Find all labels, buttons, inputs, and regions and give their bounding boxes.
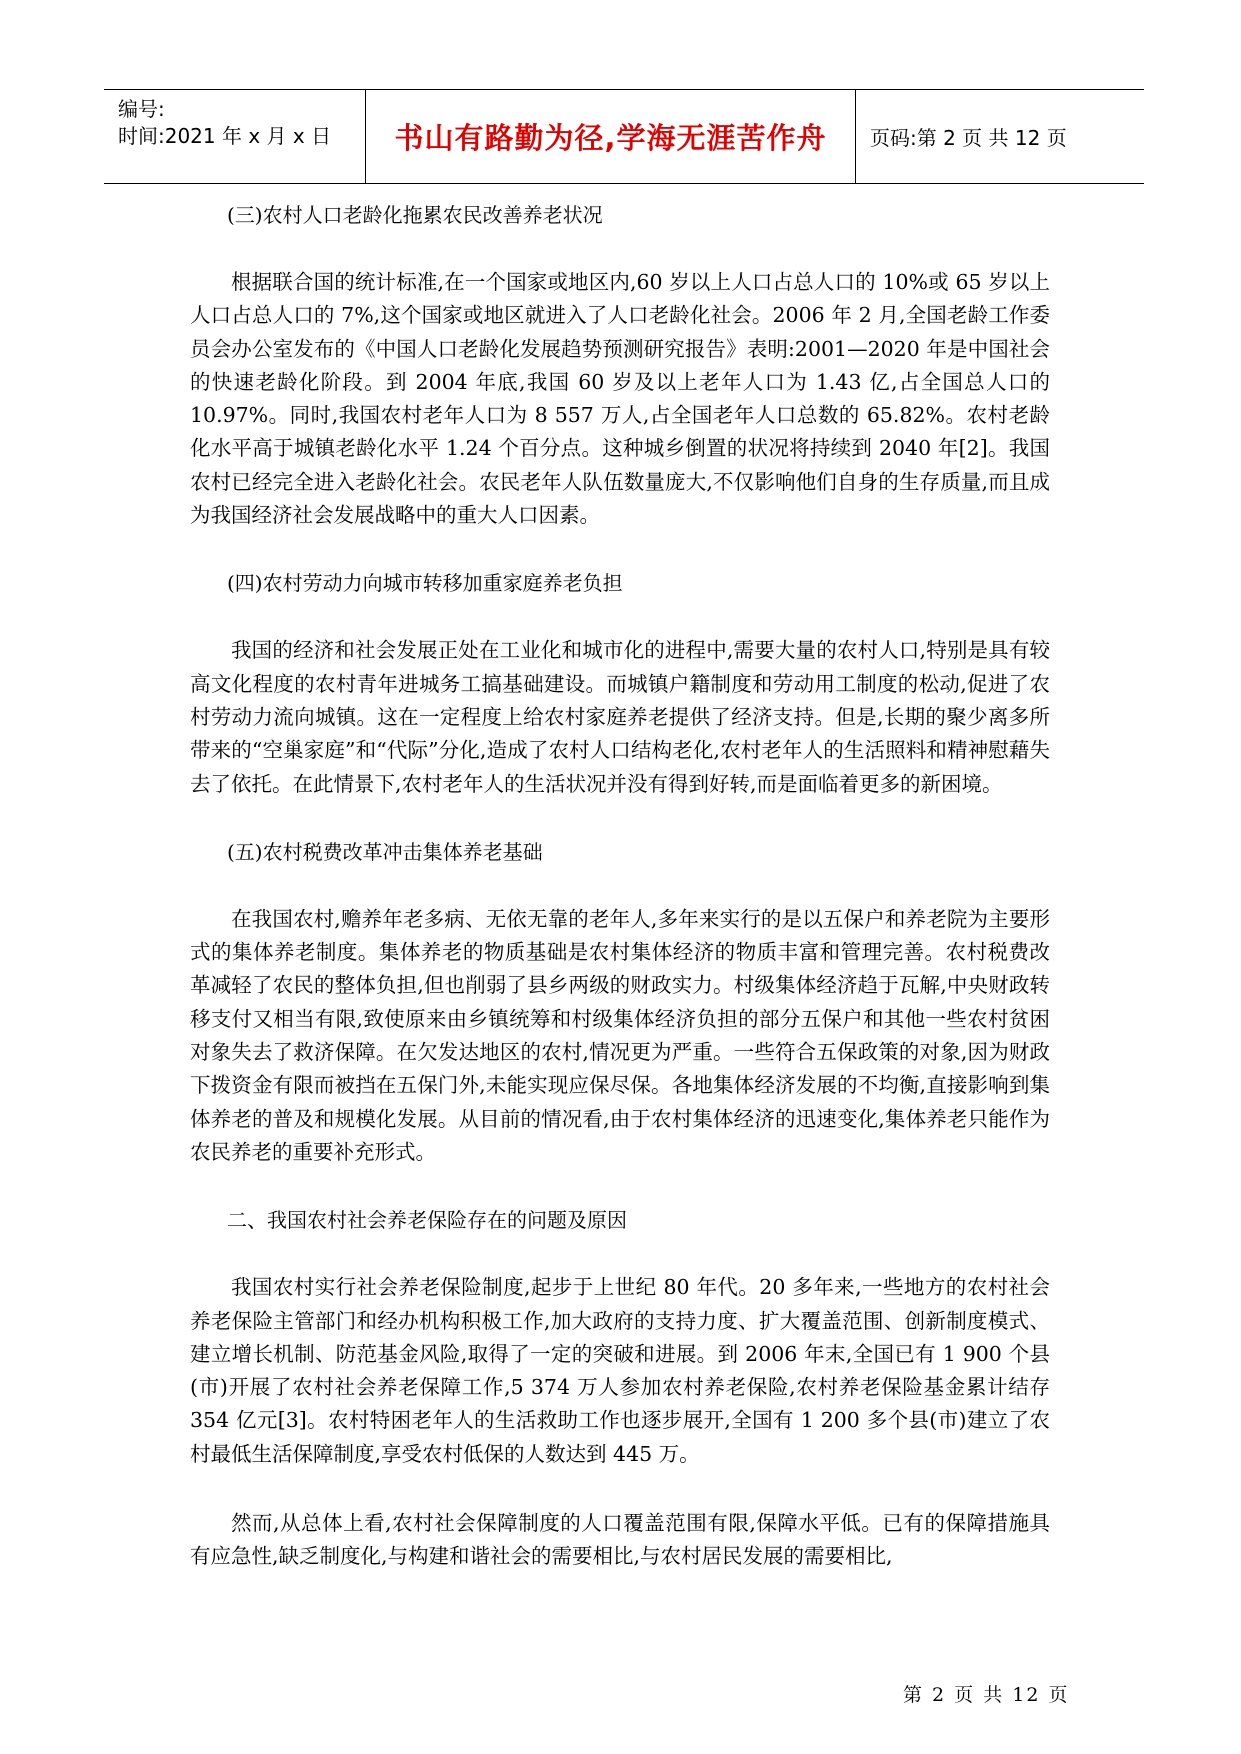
page-code: 页码:第 2 页 共 12 页 bbox=[870, 126, 1067, 150]
header-right-cell bbox=[856, 90, 1144, 183]
section-heading-4: (四)农村劳动力向城市转移加重家庭养老负担 bbox=[227, 571, 623, 596]
section-heading-5: (五)农村税费改革冲击集体养老基础 bbox=[227, 839, 543, 864]
page-footer: 第 2 页 共 12 页 bbox=[903, 1684, 1070, 1706]
paragraph-tax-reform: 在我国农村,赡养年老多病、无依无靠的老年人,多年来实行的是以五保户和养老院为主要形式的集体养老制度。集体养老的物质基础是农村集体经济的物质丰富和管理完善。农村税费改革减轻了农民的整体负担,但也削弱了县乡两级的财政实力。村级集体经济趋于瓦解,中央财政转移支付又相当有限,致使原来由乡镇统筹和村级集体经济负担的部分五保户和其他一些农村贫困对象失去了救济保障。在欠发达地区的农村,情况更为严重。一些符合五保政策的对象,因为财政下拨资金有限而被挡在五保门外,未能实现应保尽保。各地集体经济发展的不均衡,直接影响到集体养老的普及和规模化发展。从目前的情况看,由于农村集体经济的迅速变化,集体养老只能作为农民养老的重要补充形式。 bbox=[190, 906, 1050, 1164]
paragraph-labor-migration: 我国的经济和社会发展正处在工业化和城市化的进程中,需要大量的农村人口,特别是具有较高文化程度的农村青年进城务工搞基础建设。而城镇户籍制度和劳动用工制度的松动,促进了农村劳动力流向城镇。这在一定程度上给农村家庭养老提供了经济支持。但是,长期的聚少离多所带来的“空巢家庭”和“代际”分化,造成了农村人口结构老化,农村老年人的生活照料和精神慰藉失去了依托。在此情景下,农村老年人的生活状况并没有得到好转,而是面临着更多的新困境。 bbox=[190, 638, 1050, 796]
header-left-cell bbox=[104, 90, 366, 183]
section-heading-part-two: 二、我国农村社会养老保险存在的问题及原因 bbox=[227, 1208, 627, 1233]
header-center-cell bbox=[366, 90, 856, 183]
paragraph-aging: 根据联合国的统计标准,在一个国家或地区内,60 岁以上人口占总人口的 10%或 65 岁以上人口占总人口的 7%,这个国家或地区就进入了人口老龄化社会。2006 年 2 月,全国老龄工作委员会办公室发布的《中国人口老龄化发展趋势预测研究报告》表明:2001—2020 年是中国社会的快速老龄化阶段。到 2004 年底,我国 60 岁及以上老年人口为 1.43 亿,占全国总人口的 10.97%。同时,我国农村老年人口为 8 557 万人,占全国老年人口总数的 65.82%。农村老龄化水平高于城镇老龄化水平 1.24 个百分点。这种城乡倒置的状况将持续到 2040 年[2]。我国农村已经完全进入老龄化社会。农民老年人队伍数量庞大,不仅影响他们自身的生存质量,而且成为我国经济社会发展战略中的重大人口因素。 bbox=[190, 270, 1050, 528]
paragraph-pension-history: 我国农村实行社会养老保险制度,起步于上世纪 80 年代。20 多年来,一些地方的农村社会养老保险主管部门和经办机构积极工作,加大政府的支持力度、扩大覆盖范围、创新制度模式、建立增长机制、防范基金风险,取得了一定的突破和进展。到 2006 年末,全国已有 1 900 个县(市)开展了农村社会养老保障工作,5 374 万人参加农村养老保险,农村养老保险基金累计结存 354 亿元[3]。农村特困老年人的生活救助工作也逐步展开,全国有 1 200 多个县(市)建立了农村最低生活保障制度,享受农村低保的人数达到 445 万。 bbox=[190, 1275, 1050, 1466]
number-label: 编号: bbox=[118, 97, 165, 121]
time-label: 时间:2021 年 x 月 x 日 bbox=[118, 124, 332, 148]
document-body bbox=[190, 200, 1050, 1574]
motto: 书山有路勤为径,学海无涯苦作舟 bbox=[394, 121, 827, 155]
paragraph-however: 然而,从总体上看,农村社会保障制度的人口覆盖范围有限,保障水平低。已有的保障措施具有应急性,缺乏制度化,与构建和谐社会的需要相比,与农村居民发展的需要相比, bbox=[190, 1511, 1050, 1569]
header-table bbox=[104, 89, 1144, 184]
section-heading-3: (三)农村人口老龄化拖累农民改善养老状况 bbox=[227, 203, 603, 227]
